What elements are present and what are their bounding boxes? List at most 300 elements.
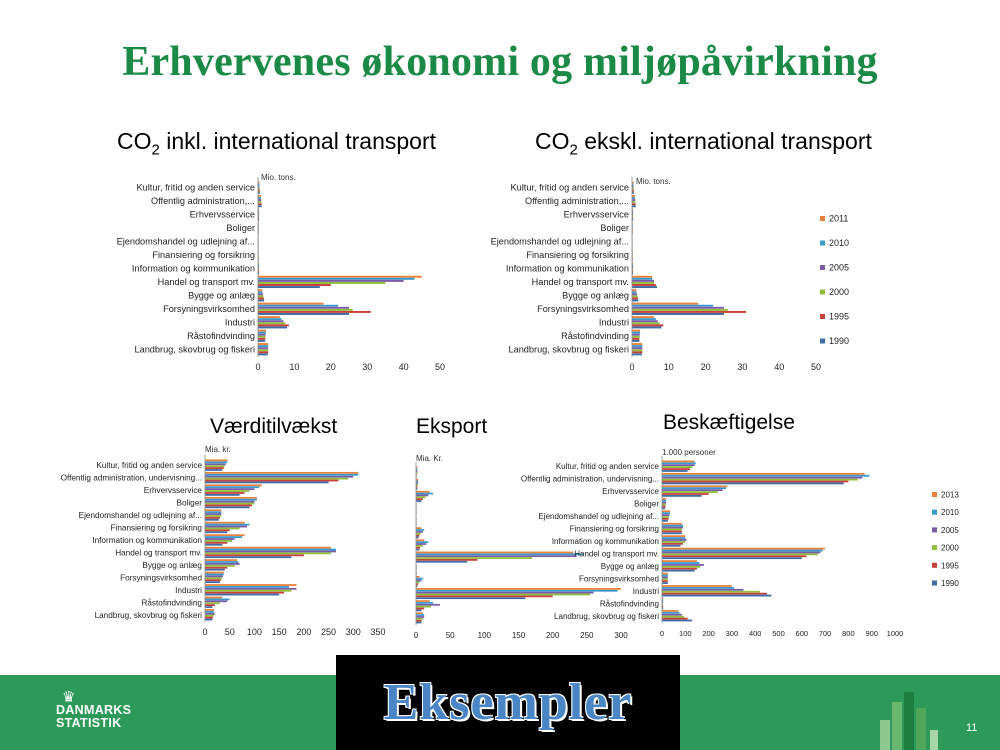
co2-incl-bar [258, 278, 415, 280]
co2-incl-bar [258, 303, 324, 305]
vaerditilvaekst-bar [205, 538, 235, 540]
vaerditilvaekst-bar [205, 559, 237, 561]
co2-excl-bar [632, 318, 656, 320]
vaerditilvaekst-category-label: Bygge og anlæg [142, 560, 202, 570]
eksport-bar [416, 553, 583, 555]
co2-excl-bar [632, 199, 635, 201]
beskaeftigelse-bar [662, 510, 670, 512]
co2-excl-bar [632, 293, 637, 295]
eksport-bar [416, 493, 433, 495]
co2-incl-bar [258, 316, 280, 318]
vaerditilvaekst-x-tick-label: 150 [271, 627, 287, 637]
eksport-bar [416, 552, 573, 554]
co2-incl-category-label: Råstofindvinding [187, 330, 255, 341]
co2-excl-unit-label: Mio. tons. [636, 177, 671, 186]
vaerditilvaekst-bar [205, 565, 235, 567]
co2-excl-legend-label: 1990 [829, 336, 850, 346]
vaerditilvaekst-bar [205, 592, 284, 594]
beskaeftigelse-bar [662, 595, 772, 597]
chart-title-beskaeftigelse: Beskæftigelse [663, 411, 795, 434]
beskaeftigelse-category-label: Erhvervsservice [602, 487, 659, 497]
eksport-bar [416, 622, 421, 624]
vaerditilvaekst-bar [205, 617, 213, 619]
vaerditilvaekst-category-label: Finansiering og forsikring [110, 523, 202, 533]
vaerditilvaekst-category-label: Boliger [176, 498, 202, 508]
co2-excl-bar [632, 338, 639, 340]
beskaeftigelse-bar [662, 460, 695, 462]
co2-excl-category-label: Ejendomshandel og udlejning af... [490, 236, 629, 247]
vaerditilvaekst-bar [205, 467, 224, 469]
vaerditilvaekst-bar [205, 577, 222, 579]
vaerditilvaekst-bar [205, 505, 252, 507]
eksport-bar [416, 549, 419, 551]
vaerditilvaekst-bar [205, 590, 292, 592]
beskaeftigelse-bar [662, 487, 726, 489]
vaerditilvaekst-bar [205, 524, 249, 526]
eksport-bar [416, 547, 420, 549]
co2-excl-bar [632, 303, 698, 305]
eksport-bar [416, 597, 525, 599]
beskaeftigelse-x-tick-label: 500 [772, 629, 785, 638]
vaerditilvaekst-bar [205, 488, 254, 490]
vaerditilvaekst-bar [205, 544, 222, 546]
eksport-x-tick-label: 0 [413, 631, 419, 640]
eksport-x-tick-label: 50 [445, 631, 455, 640]
eksport-bar [416, 527, 421, 529]
vaerditilvaekst-bar [205, 515, 221, 517]
co2-incl-bar [258, 284, 331, 286]
vaerditilvaekst-category-label: Industri [175, 585, 202, 595]
co2-excl-bar [632, 316, 654, 318]
beskaeftigelse-x-tick-label: 300 [725, 629, 739, 638]
co2-incl-bar [258, 295, 263, 297]
co2-incl-bar [258, 353, 268, 355]
vaerditilvaekst-bar [205, 597, 222, 599]
beskaeftigelse-legend-label: 1990 [941, 579, 959, 588]
danmarks-statistik-logo [56, 690, 146, 735]
co2-incl-bar [258, 276, 422, 278]
co2-excl-legend-swatch [820, 314, 825, 319]
beskaeftigelse-bar [662, 475, 869, 477]
vaerditilvaekst-category-label: Forsyningsvirksomhed [120, 573, 202, 583]
co2-excl-bar [632, 311, 746, 313]
vaerditilvaekst-bar [205, 563, 240, 565]
co2-excl-x-tick-label: 40 [774, 362, 785, 372]
co2-excl-bar [632, 297, 638, 299]
co2-excl-x-tick-label: 0 [629, 362, 635, 372]
eksport-bar [416, 588, 621, 590]
co2-incl-category-label: Kultur, fritid og anden service [136, 182, 255, 193]
vaerditilvaekst-bar [205, 522, 245, 524]
co2-excl-bar [632, 343, 642, 345]
chart-title-eksport: Eksport [416, 415, 488, 438]
co2-excl-bar [632, 289, 636, 291]
co2-excl-bar [632, 332, 640, 334]
co2-incl-x-tick-label: 10 [289, 362, 300, 372]
co2-excl-bar [632, 347, 642, 349]
vaerditilvaekst-bar [205, 506, 249, 508]
beskaeftigelse-bar [662, 550, 823, 552]
vaerditilvaekst-bar [205, 478, 348, 480]
vaerditilvaekst-bar [205, 613, 215, 615]
beskaeftigelse-legend-label: 2000 [941, 543, 959, 553]
beskaeftigelse-bar [662, 552, 820, 554]
co2-incl-bar [258, 311, 371, 313]
vaerditilvaekst-bar [205, 474, 358, 476]
co2-incl-category-label: Offentlig administration,... [150, 196, 255, 207]
beskaeftigelse-bar [662, 530, 682, 532]
co2-excl-legend-swatch [820, 265, 825, 270]
chart-title-vaerditilvaekst: Værditilvækst [210, 415, 338, 438]
co2-excl-category-label: Kultur, fritid og anden service [510, 182, 629, 193]
eksport-bar [416, 602, 433, 604]
vaerditilvaekst-bar [205, 581, 220, 583]
co2-incl-bar [258, 282, 385, 284]
eksport-x-tick-label: 200 [545, 631, 560, 640]
co2-excl-bar [632, 330, 640, 332]
vaerditilvaekst-bar [205, 619, 212, 621]
vaerditilvaekst-bar [205, 501, 254, 503]
eksport-bar [416, 543, 426, 545]
co2-excl-bar [632, 305, 713, 307]
beskaeftigelse-bar [662, 470, 688, 472]
co2-excl-bar [632, 307, 724, 309]
beskaeftigelse-category-label: Offentlig administration, undervisning... [520, 474, 659, 484]
beskaeftigelse-bar [662, 614, 682, 616]
vaerditilvaekst-bar [205, 606, 212, 608]
beskaeftigelse-category-label: Industri [632, 586, 659, 596]
co2-excl-legend-swatch [820, 241, 825, 246]
beskaeftigelse-category-label: Handel og transport mv. [574, 549, 659, 559]
beskaeftigelse-bar [662, 537, 685, 539]
vaerditilvaekst-bar [205, 542, 227, 544]
eksport-bar [416, 491, 430, 493]
co2-excl-x-tick-label: 20 [700, 362, 711, 372]
co2-incl-bar [258, 280, 404, 282]
co2-excl-category-label: Offentlig administration,... [524, 196, 629, 207]
co2-incl-bar [258, 326, 287, 328]
vaerditilvaekst-unit-label: Mia. kr. [205, 445, 231, 454]
vaerditilvaekst-bar [205, 480, 338, 482]
co2-incl-category-label: Ejendomshandel og udlejning af... [116, 236, 255, 247]
co2-excl-legend-swatch [820, 216, 825, 221]
co2-incl-unit-label: Mio. tons. [261, 173, 296, 182]
co2-incl-category-label: Boliger [226, 223, 255, 234]
beskaeftigelse-category-label: Råstofindvinding [599, 599, 659, 609]
vaerditilvaekst-bar [205, 536, 242, 538]
chart-title-co2-excl: $CO_2$ ekskl. international transport [535, 128, 872, 159]
co2-excl-x-tick-label: 10 [663, 362, 674, 372]
co2-incl-bar [258, 205, 262, 207]
co2-excl-bar [632, 322, 660, 324]
eksport-bar [416, 529, 424, 531]
co2-excl-bar [632, 334, 640, 336]
eksport-bar [416, 531, 423, 533]
eksport-bar [416, 581, 419, 583]
beskaeftigelse-category-label: Boliger [634, 499, 659, 509]
co2-incl-bar [258, 332, 266, 334]
eksport-bar [416, 561, 467, 563]
eksport-bar [416, 578, 423, 580]
beskaeftigelse-x-tick-label: 100 [679, 629, 692, 638]
co2-incl-x-tick-label: 0 [255, 362, 261, 372]
beskaeftigelse-bar [662, 578, 668, 580]
co2-excl-legend-label: 1995 [829, 311, 850, 322]
co2-incl-bar [258, 199, 261, 201]
beskaeftigelse-bar [662, 477, 862, 479]
vaerditilvaekst-category-label: Råstofindvinding [141, 598, 202, 608]
vaerditilvaekst-bar [205, 547, 331, 549]
vaerditilvaekst-bar [205, 561, 239, 563]
co2-incl-bar [258, 305, 338, 307]
co2-incl-bar [258, 318, 282, 320]
eksport-bar [416, 576, 419, 578]
beskaeftigelse-bar [662, 560, 697, 562]
vaerditilvaekst-bar [205, 554, 304, 556]
co2-excl-legend-swatch [820, 339, 825, 344]
vaerditilvaekst-bar [205, 572, 224, 574]
vaerditilvaekst-bar [205, 600, 227, 602]
vaerditilvaekst-bar [205, 552, 331, 554]
eksport-bar [416, 616, 424, 618]
vaerditilvaekst-bar [205, 513, 221, 515]
beskaeftigelse-bar [662, 610, 678, 612]
beskaeftigelse-bar [662, 506, 665, 508]
vaerditilvaekst-bar [205, 519, 219, 521]
vaerditilvaekst-bar [205, 615, 214, 617]
vaerditilvaekst-bar [205, 469, 222, 471]
beskaeftigelse-bar [662, 580, 668, 582]
vaerditilvaekst-x-tick-label: 100 [246, 627, 262, 637]
co2-incl-x-tick-label: 20 [325, 362, 336, 372]
eksport-bar [416, 559, 478, 561]
vaerditilvaekst-category-label: Offentlig administration, undervisning... [60, 473, 202, 483]
co2-excl-legend-label: 2005 [829, 262, 850, 273]
beskaeftigelse-bar [662, 539, 686, 541]
beskaeftigelse-bar [662, 535, 685, 537]
co2-incl-bar [258, 291, 262, 293]
beskaeftigelse-legend-label: 1995 [941, 561, 959, 571]
co2-excl-category-label: Handel og transport mv. [531, 276, 629, 287]
co2-excl-bar [632, 349, 642, 351]
vaerditilvaekst-x-tick-label: 300 [345, 627, 361, 637]
co2-incl-bar [258, 338, 265, 340]
eksport-bar [416, 606, 431, 608]
co2-incl-category-label: Industri [224, 317, 255, 328]
beskaeftigelse-bar [662, 527, 683, 529]
beskaeftigelse-bar [662, 493, 709, 495]
co2-excl-bar [632, 284, 656, 286]
eksempler-label: Eksempler [383, 674, 633, 731]
co2-excl-bar [632, 205, 636, 207]
vaerditilvaekst-bar [205, 465, 225, 467]
co2-incl-bar [258, 201, 261, 203]
co2-excl-bar [632, 278, 652, 280]
vaerditilvaekst-bar [205, 490, 249, 492]
vaerditilvaekst-bar [205, 574, 224, 576]
beskaeftigelse-bar [662, 512, 670, 514]
beskaeftigelse-bar [662, 548, 825, 550]
beskaeftigelse-bar [662, 525, 683, 527]
beskaeftigelse-bar [662, 483, 844, 485]
beskaeftigelse-bar [662, 541, 685, 543]
decorative-bars-icon [880, 690, 960, 750]
vaerditilvaekst-bar [205, 472, 358, 474]
beskaeftigelse-bar [662, 504, 666, 506]
vaerditilvaekst-bar [205, 459, 227, 461]
co2-excl-bar [632, 195, 635, 197]
co2-incl-x-tick-label: 40 [398, 362, 409, 372]
co2-excl-category-label: Information og kommunikation [505, 263, 629, 274]
beskaeftigelse-bar [662, 489, 723, 491]
beskaeftigelse-legend-label: 2013 [941, 490, 959, 500]
vaerditilvaekst-bar [205, 588, 296, 590]
vaerditilvaekst-bar [205, 531, 227, 533]
co2-excl-bar [632, 340, 639, 342]
vaerditilvaekst-x-tick-label: 50 [224, 627, 235, 637]
page-number: 11 [966, 722, 978, 734]
beskaeftigelse-bar [662, 564, 704, 566]
co2-incl-category-label: Forsyningsvirksomhed [163, 303, 255, 314]
co2-incl-x-tick-label: 30 [362, 362, 373, 372]
eksport-bar [416, 533, 421, 535]
co2-incl-bar [258, 347, 268, 349]
vaerditilvaekst-bar [205, 567, 227, 569]
vaerditilvaekst-bar [205, 482, 329, 484]
co2-excl-category-label: Boliger [600, 223, 629, 234]
co2-incl-category-label: Erhvervsservice [189, 209, 255, 220]
beskaeftigelse-bar [662, 618, 688, 620]
beskaeftigelse-x-tick-label: 400 [748, 629, 762, 638]
co2-excl-category-label: Industri [598, 317, 629, 328]
co2-incl-category-label: Handel og transport mv. [157, 276, 255, 287]
co2-excl-bar [632, 300, 638, 302]
vaerditilvaekst-bar [205, 575, 223, 577]
beskaeftigelse-category-label: Ejendomshandel og udlejning af... [538, 512, 659, 522]
eksport-x-tick-label: 100 [477, 631, 492, 640]
vaerditilvaekst-bar [205, 476, 353, 478]
beskaeftigelse-bar [662, 576, 668, 578]
beskaeftigelse-bar [662, 485, 727, 487]
vaerditilvaekst-bar [205, 549, 336, 551]
beskaeftigelse-bar [662, 589, 744, 591]
co2-excl-category-label: Finansiering og forsikring [526, 250, 629, 261]
beskaeftigelse-legend-label: 2005 [941, 525, 959, 535]
beskaeftigelse-bar [662, 502, 666, 504]
co2-excl-bar [632, 276, 652, 278]
vaerditilvaekst-bar [205, 579, 221, 581]
co2-incl-bar [258, 309, 353, 311]
co2-incl-bar [258, 307, 349, 309]
beskaeftigelse-bar [662, 587, 734, 589]
co2-incl-bar [258, 320, 283, 322]
eksport-bar [416, 612, 423, 614]
beskaeftigelse-category-label: Landbrug, skovbrug og fiskeri [554, 611, 659, 621]
co2-incl-category-label: Information og kommunikation [131, 263, 255, 274]
co2-excl-bar [632, 320, 658, 322]
eksport-bar [416, 496, 426, 498]
vaerditilvaekst-bar [205, 586, 289, 588]
co2-excl-bar [632, 351, 642, 353]
logo-text: DANMARKS STATISTIK [56, 703, 132, 730]
vaerditilvaekst-bar [205, 503, 254, 505]
beskaeftigelse-legend-label: 2010 [941, 508, 959, 518]
vaerditilvaekst-bar [205, 551, 336, 553]
vaerditilvaekst-bar [205, 461, 227, 463]
beskaeftigelse-bar [662, 498, 666, 500]
slide-title: Erhvervenes økonomi og miljøpåvirkning [122, 39, 878, 85]
beskaeftigelse-bar [662, 500, 666, 502]
eksport-bar [416, 618, 423, 620]
beskaeftigelse-bar [662, 568, 697, 570]
co2-incl-bar [258, 351, 268, 353]
beskaeftigelse-category-label: Kultur, fritid og anden service [555, 462, 659, 472]
eksempler-banner [336, 655, 680, 750]
eksport-bar [416, 555, 577, 557]
beskaeftigelse-bar [662, 620, 692, 622]
beskaeftigelse-bar [662, 585, 732, 587]
vaerditilvaekst-bar [205, 526, 247, 528]
eksport-unit-label: Mia. Kr. [416, 454, 444, 463]
co2-incl-bar [258, 349, 268, 351]
eksport-bar [416, 609, 421, 611]
co2-incl-x-tick-label: 50 [434, 362, 446, 372]
chart-title-co2-incl: $CO_2$ inkl. international transport [117, 128, 436, 159]
beskaeftigelse-bar [662, 545, 681, 547]
vaerditilvaekst-category-label: Ejendomshandel og udlejning af... [78, 511, 202, 521]
co2-excl-bar [632, 295, 638, 297]
beskaeftigelse-legend-swatch [932, 510, 937, 515]
co2-incl-bar [258, 336, 266, 338]
co2-excl-x-tick-label: 50 [810, 362, 822, 372]
eksport-bar [416, 541, 428, 543]
beskaeftigelse-bar [662, 532, 682, 534]
beskaeftigelse-bar [662, 481, 848, 483]
co2-incl-bar [258, 293, 263, 295]
co2-excl-category-label: Landbrug, skovbrug og fiskeri [508, 344, 629, 355]
vaerditilvaekst-bar [205, 604, 215, 606]
eksport-bar [416, 604, 440, 606]
vaerditilvaekst-x-tick-label: 0 [202, 627, 208, 637]
beskaeftigelse-bar [662, 543, 683, 545]
eksport-bar [416, 535, 419, 537]
beskaeftigelse-category-label: Information og kommunikation [551, 537, 659, 546]
co2-excl-bar [632, 291, 636, 293]
co2-excl-bar [632, 324, 663, 326]
beskaeftigelse-bar [662, 479, 858, 481]
co2-excl-legend-label: 2011 [829, 213, 849, 224]
beskaeftigelse-bar [662, 582, 668, 584]
beskaeftigelse-x-tick-label: 900 [865, 629, 878, 638]
beskaeftigelse-bar [662, 573, 668, 575]
co2-excl-bar [632, 197, 635, 199]
crown-icon: ♛ [62, 689, 76, 706]
eksport-bar [416, 498, 423, 500]
co2-excl-bar [632, 313, 724, 315]
beskaeftigelse-bar [662, 518, 669, 520]
beskaeftigelse-bar [662, 520, 668, 522]
beskaeftigelse-category-label: Finansiering og forsikring [569, 524, 659, 534]
beskaeftigelse-legend-swatch [932, 581, 937, 586]
co2-incl-category-label: Finansiering og forsikring [152, 250, 255, 261]
eksport-bar [416, 595, 553, 597]
beskaeftigelse-bar [662, 464, 695, 466]
beskaeftigelse-x-tick-label: 700 [818, 629, 832, 638]
co2-excl-legend-label: 2010 [829, 238, 850, 248]
beskaeftigelse-bar [662, 523, 682, 525]
vaerditilvaekst-bar [205, 611, 214, 613]
vaerditilvaekst-bar [205, 497, 257, 499]
